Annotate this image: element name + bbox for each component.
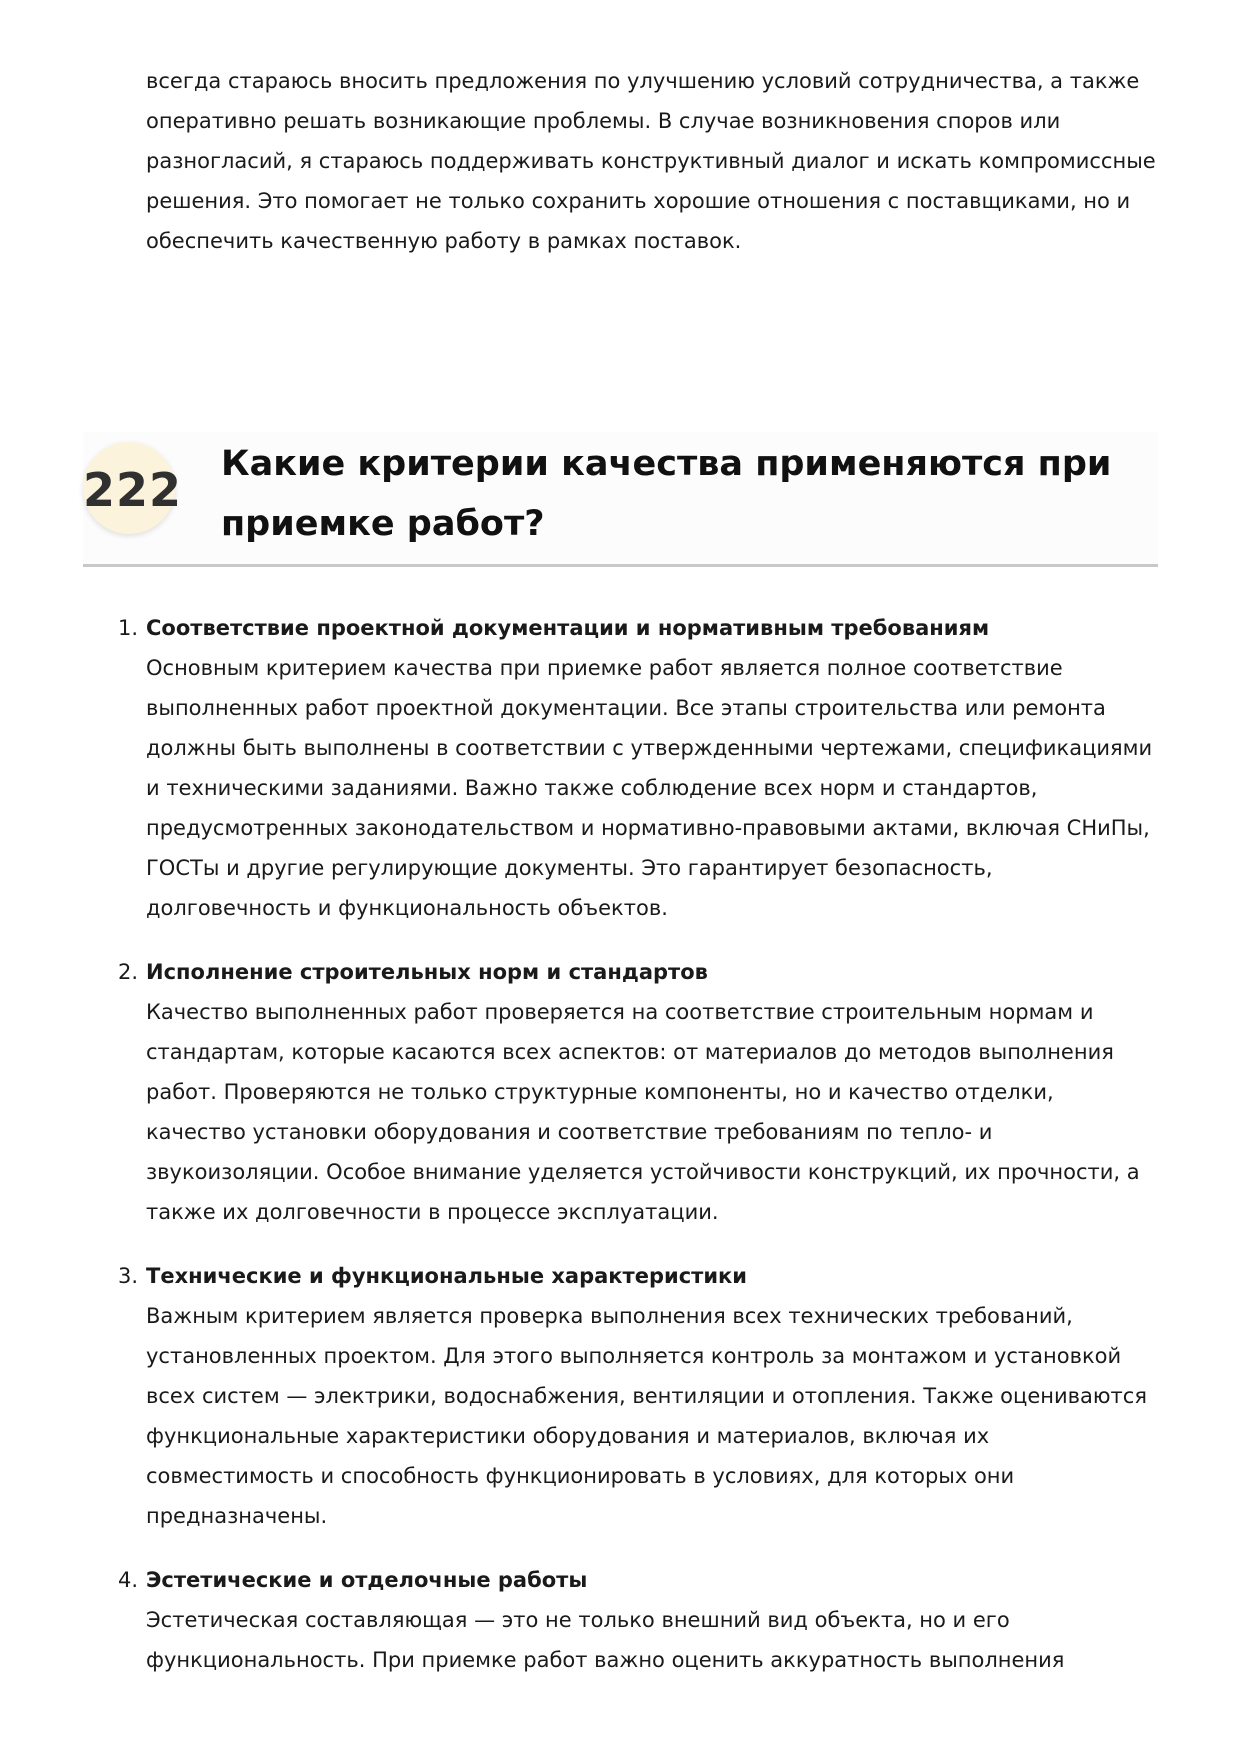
list-item xyxy=(118,608,1158,928)
list-item-title: Исполнение строительных норм и стандартов xyxy=(146,960,708,984)
intro-paragraph: всегда стараюсь вносить предложения по улучшению условий сотрудничества, а также оперативно решать возникающие проблемы. В случае возникновения споров или разногласий, я стараюсь поддерживать конструктивный диалог и искать компромиссные решения. Это помогает не только сохранить хорошие отношения с поставщиками, но и обеспечить качественную работу в рамках поставок. xyxy=(146,69,1156,253)
list-item-number: 2. xyxy=(118,960,139,984)
list-item-text: Эстетическая составляющая — это не только внешний вид объекта, но и его функциональность. При приемке работ важно оценить аккуратность выполнения xyxy=(146,1608,1065,1672)
answer-list xyxy=(118,608,1158,1704)
list-item-text: Важным критерием является проверка выполнения всех технических требований, установленных проектом. Для этого выполняется контроль за монтажом и установкой всех систем — электрики, водоснабжения, вентиляции и отопления. Также оцениваются функциональные характеристики оборудования и материалов, включая их совместимость и способность функционировать в условиях, для которых они предназначены. xyxy=(146,1304,1147,1528)
list-item xyxy=(118,1256,1158,1536)
question-header xyxy=(83,432,1158,567)
question-title: Какие критерии качества применяются при приемке работ? xyxy=(221,444,1112,544)
list-item-title: Соответствие проектной документации и нормативным требованиям xyxy=(146,616,990,640)
list-item-text: Основным критерием качества при приемке работ является полное соответствие выполненных работ проектной документации. Все этапы строительства или ремонта должны быть выполнены в соответствии с утвержденными чертежами, спецификациями и техническими заданиями. Важно также соблюдение всех норм и стандартов, предусмотренных законодательством и нормативно-правовыми актами, включая СНиПы, ГОСТы и другие регулирующие документы. Это гарантирует безопасность, долговечность и функциональность объектов. xyxy=(146,656,1153,920)
list-item-title: Технические и функциональные характеристики xyxy=(146,1264,748,1288)
list-item-title: Эстетические и отделочные работы xyxy=(146,1568,588,1592)
list-item xyxy=(118,1560,1158,1680)
list-item-text: Качество выполненных работ проверяется на соответствие строительным нормам и стандартам, которые касаются всех аспектов: от материалов до методов выполнения работ. Проверяются не только структурные компоненты, но и качество отделки, качество установки оборудования и соответствие требованиям по тепло- и звукоизоляции. Особое внимание уделяется устойчивости конструкций, их прочности, а также их долговечности в процессе эксплуатации. xyxy=(146,1000,1140,1224)
list-item-number: 1. xyxy=(118,616,139,640)
list-item xyxy=(118,952,1158,1232)
list-item-number: 4. xyxy=(118,1568,139,1592)
list-item-number: 3. xyxy=(118,1264,139,1288)
question-number: 222 xyxy=(83,463,183,517)
